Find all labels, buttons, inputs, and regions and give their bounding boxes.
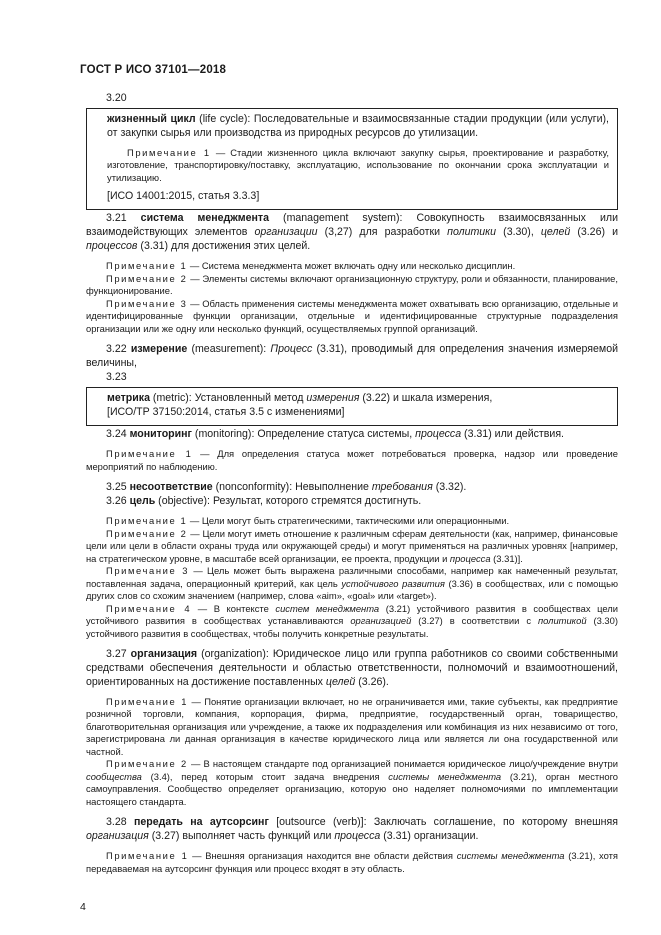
note-3-26-3: Примечание 3 — Цель может быть выражена различными способами, например как намеченный результат, поставленная задача, операционный критерий, как цель устойчивого развития (3.36) в сообществах, или с помощью других слов со схожим значением (например, слова «aim», «goal» или «target»).: [86, 565, 618, 602]
term-link: процесса: [334, 830, 381, 843]
note-3-20-1: Примечание 1 — Стадии жизненного цикла включают закупку сырья, проектирование и разработку, изготовление, транспортировку/поставку, эксплуатацию, использование по окончании срока эксплуатации и утилизацию.: [107, 146, 609, 183]
definition-3-24: 3.24 мониторинг (monitoring): Определение статуса системы, процесса (3.31) или действия.: [106, 428, 564, 441]
note-3-21-1: Примечание 1 — Система менеджмента может включать одну или несколько дисциплин.: [106, 260, 516, 272]
term-link: системы менеджмента: [388, 770, 502, 782]
term-link: системы менеджмента: [456, 850, 565, 862]
term-link: процесса: [449, 552, 491, 564]
term-link: устойчивого развития: [341, 577, 445, 589]
term-link: процессов: [86, 240, 138, 253]
definition-3-23: метрика (metric): Установленный метод измерения (3.22) и шкала измерения,: [107, 392, 493, 405]
definition-3-20: жизненный цикл (life cycle): Последовательные и взаимосвязанные стадии продукции (или услуги), от закупки сырья или производства из природных ресурсов до утилизации.: [107, 112, 609, 139]
definition-3-21: 3.21 система менеджмента (management system): Совокупность взаимосвязанных или взаимодействующих элементов организации (3,27) для разработки политики (3.30), целей (3.26) и процессов (3.31) для достижения этих целей.: [86, 212, 618, 253]
note-3-28-1: Примечание 1 — Внешняя организация находится вне области действия системы менеджмента (3.21), хотя передаваемая на аутсорсинг функция или процесс входят в эту область.: [86, 850, 618, 874]
term-link: организации: [254, 226, 318, 239]
term-name: цель: [129, 495, 156, 508]
note-3-26-1: Примечание 1 — Цели могут быть стратегическими, тактическими или операционными.: [106, 515, 510, 527]
term-link: организация: [86, 830, 149, 843]
document-body: [86, 92, 618, 875]
term-link: политики: [447, 226, 497, 239]
term-box-3-20: [86, 108, 618, 210]
term-name: метрика: [107, 392, 150, 405]
note-3-27-2: Примечание 2 — В настоящем стандарте под организацией понимается юридическое лицо/учреждение внутри сообщества (3.4), перед которым стоит задача внедрения системы менеджмента (3.21), орган местного самоуправления. Сообщество определяет организацию, которую оно наделяет полномочиями по имплементации настоящего стандарта.: [86, 758, 619, 807]
note-3-21-3: Примечание 3 — Область применения системы менеджмента может охватывать всю организацию, отдельные и идентифицированные функции организации, отдельные и идентифицированные структурные подразделения организации или же одну или несколько функций, осуществляемых группой организаций.: [86, 297, 618, 334]
definition-3-26: 3.26 цель (objective): Результат, которого стремятся достигнуть.: [106, 495, 422, 508]
source-3-20: [ИСО 14001:2015, статья 3.3.3]: [107, 190, 260, 203]
definition-3-22: 3.22 измерение (measurement): Процесс (3.31), проводимый для определения значения измеряемой величины,: [86, 343, 619, 370]
term-name: несоответствие: [129, 481, 213, 494]
term-link: Процесс: [270, 343, 313, 356]
term-link: целей: [540, 226, 571, 239]
term-link: систем менеджмента: [275, 602, 380, 614]
document-header: ГОСТ Р ИСО 37101—2018: [80, 64, 227, 76]
term-link: измерения: [306, 392, 360, 405]
term-link: политикой: [537, 615, 587, 627]
note-3-27-1: Примечание 1 — Понятие организации включает, но не ограничивается ими, такие субъекты, как предприятие розничной торговли, компания, корпорация, фирма, предприятие, государственный орган, товарищество, благотворительная организация или учреждение, а также их подразделения или комбинация из них независимо от того, зарегистрирована ли данная организация в качестве юридического лица или является ли она государственной или частной.: [86, 695, 618, 757]
note-3-26-2: Примечание 2 — Цели могут иметь отношение к различным сферам деятельности (как, например, финансовые цели или цели в области охраны труда или окружающей среды) и могут применяться на различных уровнях [например, на стратегическом уровне, в масштабе всей организации, ее проекта, продукции и процесса (3.31)].: [86, 527, 618, 564]
source-3-23: [ИСО/ТР 37150:2014, статья 3.5 с изменениями]: [107, 406, 345, 419]
term-link: требования: [371, 481, 433, 494]
page-number: 4: [80, 901, 86, 913]
term-name: передать на аутсорсинг: [133, 816, 269, 829]
definition-3-27: 3.27 организация (organization): Юридическое лицо или группа работников со своими собственными средствами обеспечения деятельности и областью ответственности, полномочий и взаимоотношений, ориентированных на достижение поставленных целей (3.26).: [86, 648, 618, 688]
definition-3-25: 3.25 несоответствие (nonconformity): Невыполнение требования (3.32).: [106, 481, 467, 494]
term-name: система менеджмента: [140, 212, 269, 225]
term-name: жизненный цикл: [107, 112, 196, 125]
term-name: измерение: [130, 343, 188, 356]
note-3-21-2: Примечание 2 — Элементы системы включают организационную структуру, роли и обязанности, планирование, функционирование.: [86, 272, 618, 297]
term-link: организацией: [350, 615, 412, 627]
term-link: целей: [325, 675, 356, 688]
note-3-26-4: Примечание 4 — В контексте систем менеджмента (3.21) устойчивого развития в сообществах цели устойчивого развития в сообществах устанавливаются организацией (3.27) в соответствии с политикой (3.30) устойчивого развития в сообществах, чтобы получить конкретные результаты.: [86, 602, 618, 639]
term-name: мониторинг: [129, 428, 192, 441]
term-box-3-23: [86, 387, 618, 426]
note-3-24-1: Примечание 1 — Для определения статуса может потребоваться проверка, надзор или проведение мероприятий по наблюдению.: [86, 448, 618, 472]
term-number-3-20: 3.20: [106, 92, 127, 104]
term-link: процесса: [415, 428, 462, 441]
definition-3-28: 3.28 передать на аутсорсинг [outsource (verb)]: Заключать соглашение, по которому внешняя организация (3.27) выполняет часть функций или процесса (3.31) организации.: [86, 816, 618, 843]
term-link: сообщества: [86, 770, 142, 782]
term-number-3-23: 3.23: [106, 371, 127, 384]
term-name: организация: [130, 648, 198, 661]
